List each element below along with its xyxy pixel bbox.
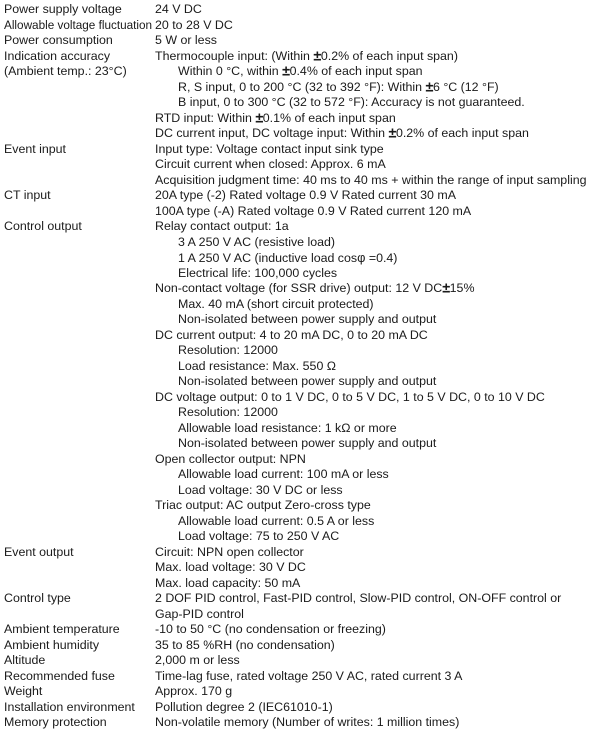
spec-row-value: Resolution: 12000 — [178, 343, 278, 357]
spec-row-value: 20A type (-2) Rated voltage 0.9 V Rated current 30 mA — [155, 188, 456, 202]
plus-minus-symbol: ± — [255, 110, 263, 126]
spec-row-value: Acquisition judgment time: 40 ms to 40 ms + within the range of input sampling — [155, 172, 587, 187]
spec-row-value: 24 V DC — [155, 2, 202, 16]
spec-row-value: Pollution degree 2 (IEC61010-1) — [155, 699, 333, 714]
spec-row-value: Load voltage: 75 to 250 V AC — [178, 529, 340, 543]
spec-row-value: Allowable load resistance: 1 kΩ or more — [178, 420, 397, 435]
spec-row-label: Recommended fuse — [4, 668, 115, 683]
plus-minus-symbol: ± — [313, 48, 321, 64]
spec-row-label: Event output — [4, 544, 74, 559]
spec-row-value: R, S input, 0 to 200 °C (32 to 392 °F): Within ±6 °C (12 °F) — [178, 79, 499, 95]
spec-row-value: Max. 40 mA (short circuit protected) — [178, 296, 374, 311]
spec-row-value: Non-isolated between power supply and output — [178, 436, 437, 450]
spec-row-value: 2 DOF PID control, Fast-PID control, Slow-PID control, ON-OFF control or — [155, 591, 562, 605]
spec-row-label: Weight — [4, 684, 43, 698]
spec-row-value: Gap-PID control — [155, 606, 244, 621]
spec-row-value: RTD input: Within ±0.1% of each input span — [155, 110, 396, 126]
spec-row-label: Power consumption — [4, 33, 113, 47]
spec-row-value: 2,000 m or less — [155, 653, 240, 667]
spec-row-value: 1 A 250 V AC (inductive load cosφ =0.4) — [178, 250, 398, 265]
spec-row-value: B input, 0 to 300 °C (32 to 572 °F): Accuracy is not guaranteed. — [178, 95, 525, 109]
spec-row-value: Load resistance: Max. 550 Ω — [178, 358, 337, 373]
spec-row-value: Non-contact voltage (for SSR drive) output: 12 V DC±15% — [155, 280, 475, 297]
spec-row-value: Approx. 170 g — [155, 684, 233, 698]
spec-row-value: Open collector output: NPN — [155, 451, 306, 466]
spec-row-value: Circuit current when closed: Approx. 6 mA — [155, 157, 386, 171]
spec-row-value: Electrical life: 100,000 cycles — [178, 265, 338, 280]
spec-row-value: 5 W or less — [155, 33, 217, 47]
spec-row-label: Control output — [4, 219, 82, 233]
spec-row-value: Non-isolated between power supply and output — [178, 374, 437, 388]
spec-row-value: Allowable load current: 100 mA or less — [178, 467, 389, 481]
spec-row-value: Input type: Voltage contact input sink type — [155, 141, 384, 156]
spec-row-label: Ambient humidity — [4, 637, 100, 652]
spec-row-value: Time-lag fuse, rated voltage 250 V AC, rated current 3 A — [155, 668, 463, 683]
spec-row-label: Installation environment — [4, 699, 135, 714]
plus-minus-symbol: ± — [282, 63, 290, 80]
plus-minus-symbol: ± — [425, 79, 433, 95]
spec-row-label: Event input — [4, 141, 66, 156]
spec-row-value: 3 A 250 V AC (resistive load) — [178, 234, 336, 249]
spec-row-label: Control type — [4, 591, 71, 605]
phi-symbol: φ — [357, 250, 366, 265]
spec-row-value: Relay contact output: 1a — [155, 219, 289, 233]
spec-row-value: Circuit: NPN open collector — [155, 544, 304, 559]
spec-row-label: Power supply voltage — [4, 2, 122, 16]
spec-row-value: DC current output: 4 to 20 mA DC, 0 to 20 mA DC — [155, 327, 428, 342]
spec-row-label: Ambient temperature — [4, 622, 120, 636]
spec-row-value: -10 to 50 °C (no condensation or freezing) — [155, 622, 386, 636]
spec-row-value: Thermocouple input: (Within ±0.2% of each input span) — [155, 48, 458, 64]
spec-row-value: Resolution: 12000 — [178, 405, 278, 419]
spec-row-value: DC current input, DC voltage input: Within ±0.2% of each input span — [155, 125, 529, 142]
spec-row-label-sub: (Ambient temp.: 23°C) — [4, 64, 127, 78]
plus-minus-symbol: ± — [388, 125, 396, 142]
spec-row-value: Max. load capacity: 50 mA — [155, 575, 301, 590]
spec-row-value: Allowable load current: 0.5 A or less — [178, 513, 375, 528]
spec-row-label: Altitude — [4, 653, 46, 667]
spec-row-value: 100A type (-A) Rated voltage 0.9 V Rated current 120 mA — [155, 203, 472, 218]
spec-row-value: Within 0 °C, within ±0.4% of each input span — [178, 63, 423, 80]
spec-row-label: CT input — [4, 188, 51, 202]
spec-row-label: Memory protection — [4, 715, 107, 729]
spec-row-value: 20 to 28 V DC — [155, 17, 233, 32]
spec-row-value: Triac output: AC output Zero-cross type — [155, 498, 371, 512]
spec-row-value: 35 to 85 %RH (no condensation) — [155, 637, 335, 652]
spec-row-value: Non-volatile memory (Number of writes: 1 million times) — [155, 715, 460, 729]
spec-row-value: DC voltage output: 0 to 1 V DC, 0 to 5 V DC, 1 to 5 V DC, 0 to 10 V DC — [155, 389, 545, 404]
spec-row-label: Allowable voltage fluctuation — [4, 17, 153, 32]
spec-row-label: Indication accuracy — [4, 48, 111, 63]
spec-row-value: Max. load voltage: 30 V DC — [155, 560, 306, 574]
plus-minus-symbol: ± — [442, 280, 450, 297]
spec-row-value: Non-isolated between power supply and output — [178, 312, 437, 326]
spec-row-value: Load voltage: 30 V DC or less — [178, 482, 343, 497]
